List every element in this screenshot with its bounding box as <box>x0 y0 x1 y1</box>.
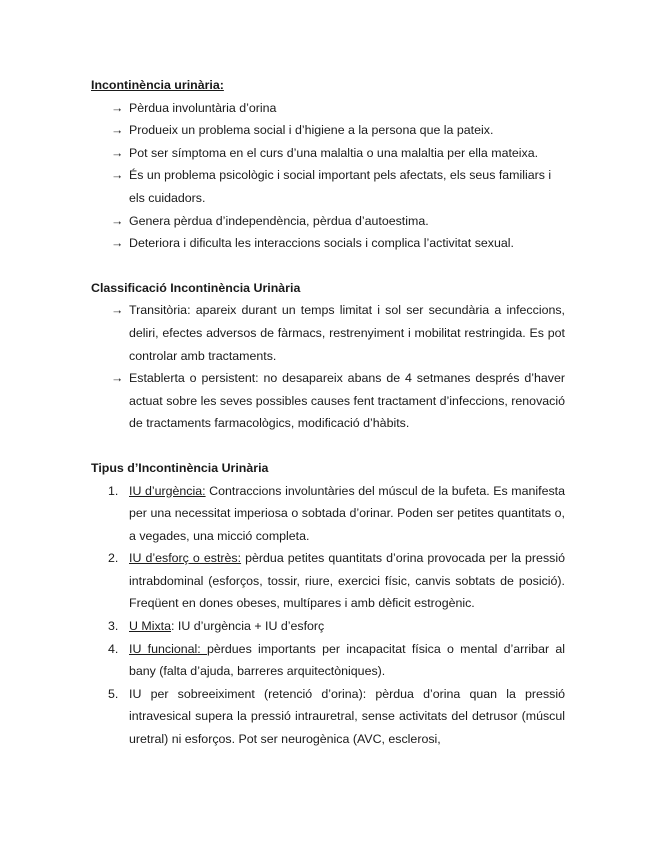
list-item-text: Establerta o persistent: no desapareix abans de 4 setmanes després d’haver actuat sobre les seves possibles causes fent tractament d’infeccions, renovació de tractaments farmacològics, modificació d’hàbits. <box>129 371 565 431</box>
spacer <box>91 435 565 457</box>
arrow-right-icon: → <box>111 236 124 251</box>
section-incontinence-definition <box>91 74 565 255</box>
type-term: U Mixta <box>129 619 171 634</box>
list-item <box>91 164 565 209</box>
list-item <box>91 547 565 615</box>
list-number: 5. <box>108 686 119 701</box>
arrow-right-icon: → <box>111 168 124 183</box>
section-heading: Incontinència urinària: <box>91 78 224 92</box>
list-item <box>91 232 565 255</box>
list-item <box>91 480 565 548</box>
type-description: pèrdues importants per incapacitat física o mental d’arribar al bany (falta d’ajuda, barreres arquitectòniques). <box>129 641 565 679</box>
list-item <box>91 142 565 165</box>
list-number: 3. <box>108 619 119 634</box>
list-item <box>91 683 565 751</box>
arrow-right-icon: → <box>111 371 124 386</box>
arrow-right-icon: → <box>111 100 124 115</box>
list-item <box>91 615 565 638</box>
list-item-text: Pot ser símptoma en el curs d’una malaltia o una malaltia per ella mateixa. <box>129 145 539 160</box>
list-item-text: Transitòria: apareix durant un temps limitat i sol ser secundària a infeccions, deliri, efectes adversos de fàrmacs, restrenyiment i mobilitat restringida. Es pot controlar amb tractaments. <box>129 303 565 363</box>
list-item <box>91 119 565 142</box>
section-heading: Tipus d’Incontinència Urinària <box>91 460 269 475</box>
type-description: pèrdua petites quantitats d’orina provocada per la pressió intrabdominal (esforços, tossir, riure, exercici físic, canvis sobtats de posició). Freqüent en dones obeses, multípares i amb dèficit estrogènic. <box>129 551 565 611</box>
list-number: 2. <box>108 551 119 566</box>
list-item-text: Genera pèrdua d’independència, pèrdua d’autoestima. <box>129 213 429 228</box>
list-number: 1. <box>108 483 119 498</box>
list-item-text: És un problema psicològic i social important pels afectats, els seus familiars i els cuidadors. <box>129 168 552 205</box>
list-item <box>91 299 565 367</box>
list-item-text: Deteriora i dificulta les interaccions socials i complica l’activitat sexual. <box>129 236 514 251</box>
list-number: 4. <box>108 641 119 656</box>
arrow-right-icon: → <box>111 145 124 160</box>
section-types <box>91 457 565 751</box>
type-description: IU per sobreeiximent (retenció d’orina): pèrdua d’orina quan la pressió intravesical supera la pressió intrauretral, sense activitats del detrusor (múscul uretral) ni esforços. Pot ser neurogènica (AVC, esclerosi, <box>129 686 565 747</box>
type-description: : IU d’urgència + IU d’esforç <box>171 619 325 634</box>
list-item <box>91 638 565 683</box>
spacer <box>91 255 565 277</box>
list-item-text: Pèrdua involuntària d’orina <box>129 100 277 115</box>
arrow-right-icon: → <box>111 123 124 138</box>
section-heading: Classificació Incontinència Urinària <box>91 280 301 295</box>
types-list <box>91 480 565 751</box>
classification-list <box>91 299 565 435</box>
arrow-right-icon: → <box>111 213 124 228</box>
type-term: IU d’esforç o estrès: <box>129 551 242 566</box>
list-item <box>91 367 565 435</box>
list-item-text: Produeix un problema social i d’higiene a la persona que la pateix. <box>129 123 494 138</box>
type-term: IU d’urgència: <box>129 483 206 498</box>
list-item <box>91 210 565 233</box>
definition-list <box>91 97 565 255</box>
list-item <box>91 97 565 120</box>
arrow-right-icon: → <box>111 303 124 318</box>
type-description: Contraccions involuntàries del múscul de la bufeta. Es manifesta per una necessitat imperiosa o sobtada d’orinar. Poden ser petites quantitats o, a vegades, una micció completa. <box>129 483 565 543</box>
section-classification <box>91 277 565 435</box>
type-term: IU funcional: <box>129 641 207 656</box>
